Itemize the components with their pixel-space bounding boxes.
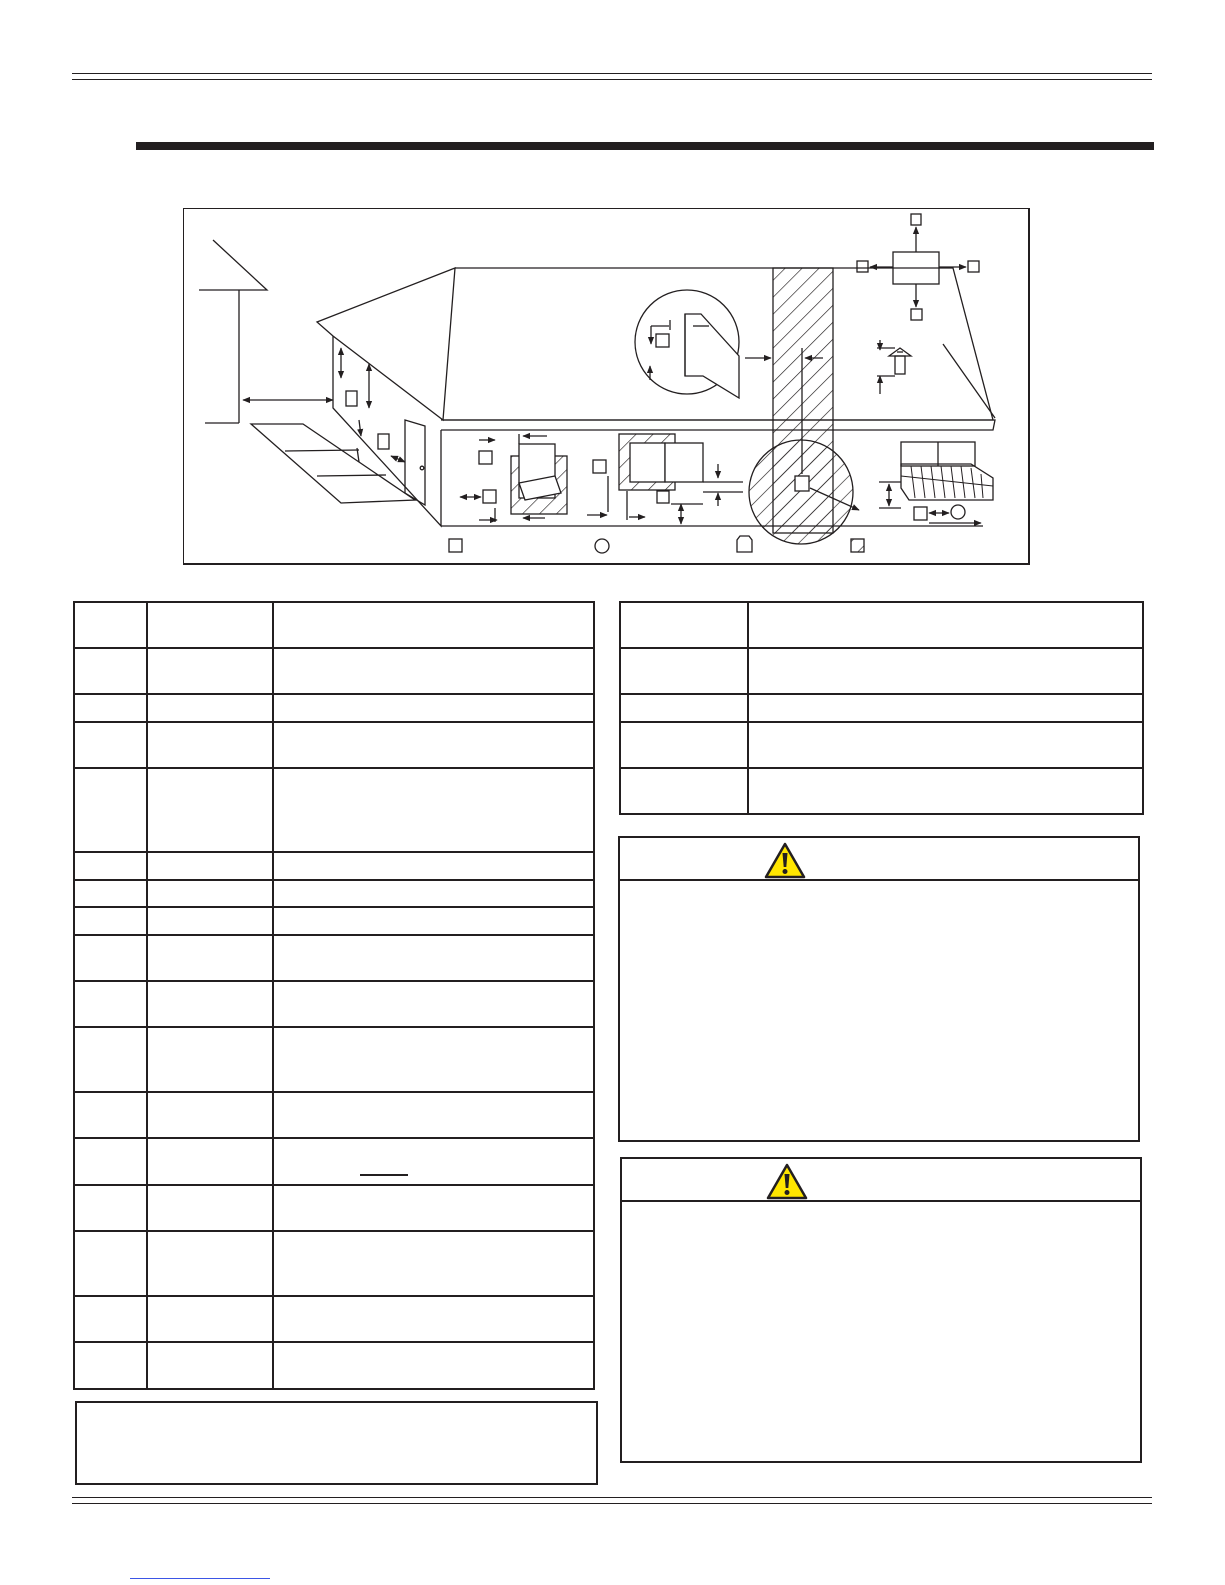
left-table-cell xyxy=(147,880,273,907)
vent-square-front-3 xyxy=(593,460,606,473)
clearance-key-right xyxy=(968,261,979,272)
left-table-cell xyxy=(147,602,273,648)
left-table-cell xyxy=(74,880,147,907)
front-double-window-left xyxy=(630,443,665,482)
porch-vent-circle xyxy=(951,505,965,519)
legend-circle-symbol xyxy=(595,539,609,553)
left-table-row xyxy=(74,1296,594,1342)
left-table-cell xyxy=(147,907,273,935)
left-table-cell xyxy=(147,1185,273,1231)
left-table-cell xyxy=(74,1138,147,1185)
footer-link-underline[interactable] xyxy=(130,1578,270,1579)
left-table-cell xyxy=(74,1092,147,1138)
left-table-cell xyxy=(273,1092,594,1138)
left-table-row xyxy=(74,1138,594,1185)
left-table-row xyxy=(74,1342,594,1389)
right-table-cell xyxy=(620,648,748,694)
left-table-cell xyxy=(273,1342,594,1389)
right-table-cell xyxy=(620,768,748,814)
clearance-key-left xyxy=(857,261,868,272)
right-table-row xyxy=(620,694,1143,722)
clearance-table-left xyxy=(73,601,595,1390)
left-table-cell xyxy=(273,1027,594,1092)
left-table-cell xyxy=(147,935,273,981)
neighbor-roof xyxy=(199,240,267,290)
side-window xyxy=(346,391,357,406)
right-table-cell xyxy=(748,602,1143,648)
section-title-bar xyxy=(136,142,1154,150)
vent-square-front-1 xyxy=(479,451,492,464)
vent-clearance-diagram xyxy=(183,208,1031,566)
left-table-row xyxy=(74,648,594,694)
left-table-cell xyxy=(74,648,147,694)
vent-cap-pipe xyxy=(895,356,905,374)
left-table-cell xyxy=(74,1296,147,1342)
left-table-cell xyxy=(147,1342,273,1389)
legend-meter-symbol xyxy=(737,536,752,552)
left-table-cell xyxy=(273,907,594,935)
left-table-cell xyxy=(74,935,147,981)
vent-square-front-4 xyxy=(657,491,669,503)
left-table-cell xyxy=(147,1092,273,1138)
warning-triangle-icon xyxy=(764,842,806,880)
left-table-cell xyxy=(273,935,594,981)
clearance-table-right xyxy=(619,601,1144,815)
side-door xyxy=(405,420,425,505)
legend-square-symbol xyxy=(449,539,462,552)
left-table-cell xyxy=(147,1027,273,1092)
right-table-cell xyxy=(748,768,1143,814)
clearance-key-top xyxy=(911,214,921,225)
left-table-cell xyxy=(74,1185,147,1231)
left-table-row xyxy=(74,935,594,981)
right-table-row xyxy=(620,768,1143,814)
right-table-row xyxy=(620,602,1143,648)
left-table-row xyxy=(74,694,594,722)
vent-square-front-2 xyxy=(483,490,496,503)
warning-box-2-header xyxy=(622,1159,1140,1202)
left-table-row xyxy=(74,768,594,852)
porch-vent-square xyxy=(914,507,927,520)
left-table-row xyxy=(74,1185,594,1231)
warning-box-1 xyxy=(618,836,1140,1142)
right-table-cell xyxy=(748,722,1143,768)
left-table-cell xyxy=(273,981,594,1027)
header-rule-top xyxy=(72,73,1152,74)
left-table-cell xyxy=(273,602,594,648)
clearance-key-bottom xyxy=(911,309,922,320)
left-table-row xyxy=(74,1231,594,1296)
left-table-cell xyxy=(74,722,147,768)
left-table-cell xyxy=(74,1027,147,1092)
warning-box-2 xyxy=(620,1157,1142,1463)
left-table-row xyxy=(74,1092,594,1138)
left-table-cell xyxy=(147,1138,273,1185)
right-table-cell xyxy=(748,694,1143,722)
footer-rule-bottom xyxy=(72,1503,1152,1504)
cell-underline xyxy=(360,1174,408,1176)
left-table-cell xyxy=(147,648,273,694)
right-table-cell xyxy=(748,648,1143,694)
side-vent-square xyxy=(378,434,389,449)
left-table-cell xyxy=(74,768,147,852)
header-rule-bottom xyxy=(72,79,1152,80)
left-table-cell xyxy=(74,1231,147,1296)
meter-clearance-circle xyxy=(749,440,853,544)
left-table-cell xyxy=(273,1231,594,1296)
left-table-cell xyxy=(273,1296,594,1342)
left-table-row xyxy=(74,981,594,1027)
right-table-row xyxy=(620,722,1143,768)
roof-left-slope xyxy=(317,268,455,420)
left-table-cell xyxy=(147,694,273,722)
left-table-cell xyxy=(74,1342,147,1389)
warning-triangle-icon xyxy=(766,1163,808,1201)
left-table-cell xyxy=(74,602,147,648)
left-table-cell xyxy=(273,768,594,852)
left-table-row xyxy=(74,880,594,907)
right-table-cell xyxy=(620,694,748,722)
left-table-row xyxy=(74,722,594,768)
left-table-cell xyxy=(147,852,273,880)
meter-square xyxy=(795,476,809,491)
left-table-row xyxy=(74,852,594,880)
left-table-cell xyxy=(273,852,594,880)
left-table-cell xyxy=(147,1231,273,1296)
legend-hatched-symbol xyxy=(851,539,864,552)
left-table-row xyxy=(74,602,594,648)
warning-box-1-header xyxy=(620,838,1138,881)
left-table-cell xyxy=(147,768,273,852)
left-table-cell xyxy=(74,981,147,1027)
left-table-cell xyxy=(74,852,147,880)
left-table-cell xyxy=(273,880,594,907)
left-table-cell xyxy=(273,1138,594,1185)
left-table-cell xyxy=(74,907,147,935)
left-table-row xyxy=(74,1027,594,1092)
left-table-cell xyxy=(273,1185,594,1231)
diagram-frame xyxy=(183,208,1029,564)
walkway xyxy=(251,424,415,503)
footer-rule-top xyxy=(72,1497,1152,1498)
left-table-row xyxy=(74,907,594,935)
left-table-cell xyxy=(147,981,273,1027)
left-table-cell xyxy=(147,1296,273,1342)
right-table-cell xyxy=(620,722,748,768)
right-table-cell xyxy=(620,602,748,648)
left-table-cell xyxy=(147,722,273,768)
left-table-cell xyxy=(273,694,594,722)
right-table-row xyxy=(620,648,1143,694)
left-table-cell xyxy=(273,648,594,694)
front-double-window-right xyxy=(665,443,703,482)
left-table-cell xyxy=(273,722,594,768)
note-box xyxy=(75,1401,598,1485)
left-table-cell xyxy=(74,694,147,722)
